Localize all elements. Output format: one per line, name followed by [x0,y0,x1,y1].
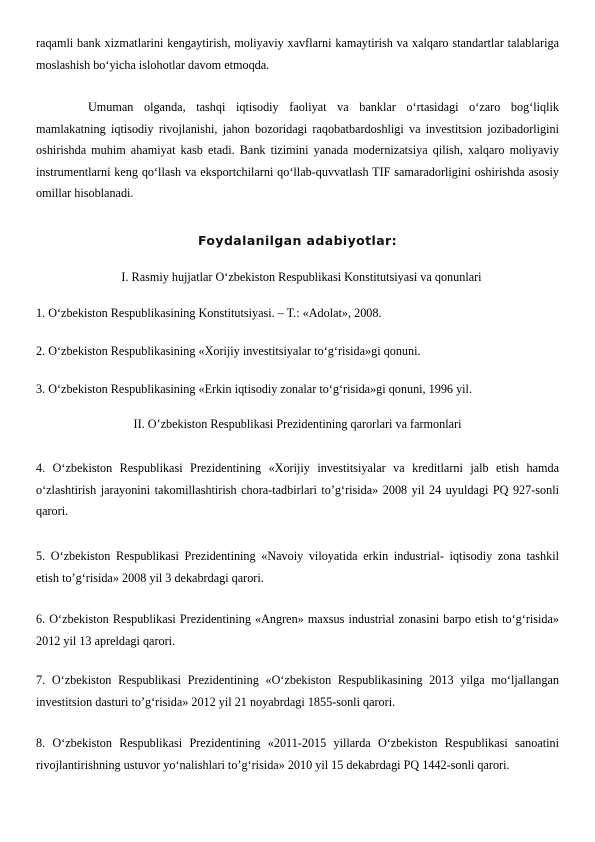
reference-item-4: 4. O‘zbekiston Respublikasi Prezidentining «Xorijiy investitsiyalar va kreditlarni jalb etish hamda o‘zlashtirish jarayonini takomillashtirish chora-tadbirlari to’g‘risida» 2008 yil 24 uyuldagi PQ 927-sonli qarori. [36,461,559,519]
reference-item-2: 2. O‘zbekiston Respublikasining «Xorijiy investitsiyalar to‘g‘risida»gi qonuni. [36,344,421,358]
paragraph-conclusion: Umuman olganda, tashqi iqtisodiy faoliyat va banklar o‘rtasidagi o‘zaro bog‘liqlik mamlakatning iqtisodiy rivojlanishi, jahon bozoridagi raqobatbardoshligi va investitsion jozibadorligini oshirishda muhim ahamiyat kasb etadi. Bank tizimini yanada modernizatsiya qilish, xalqaro moliyaviy instrumentlarni keng qo‘llash va eksportchilarni qo‘llab-quvvatlash TIF samaradorligini oshirishda asosiy omillar hisoblanadi. [36,100,559,201]
paragraph-intro-continuation: raqamli bank xizmatlarini kengaytirish, moliyaviy xavflarni kamaytirish va xalqaro standartlar talablariga moslashish bo‘yicha islohotlar davom etmoqda. [36,36,559,72]
reference-item-1: 1. O‘zbekiston Respublikasining Konstitutsiyasi. – T.: «Adolat», 2008. [36,306,382,320]
reference-item-5: 5. O‘zbekiston Respublikasi Prezidentining «Navoiy viloyatida erkin industrial- iqtisodiy zona tashkil etish to’g‘risida» 2008 yil 3 dekabrdagi qarori. [36,549,559,585]
section-1-title: I. Rasmiy hujjatlar O‘zbekiston Respublikasi Konstitutsiyasi va qonunlari [121,270,482,284]
section-2-title: II. O’zbekiston Respublikasi Prezidentining qarorlari va farmonlari [133,417,462,431]
reference-item-3: 3. O‘zbekiston Respublikasining «Erkin iqtisodiy zonalar to‘g‘risida»gi qonuni, 1996 yil. [36,382,472,396]
reference-item-7: 7. O‘zbekiston Respublikasi Prezidentining «O‘zbekiston Respublikasining 2013 yilga mo‘ljallangan investitsion dasturi to’g‘risida» 2012 yil 21 noyabrdagi 1855-sonli qarori. [36,673,559,709]
reference-item-8: 8. O‘zbekiston Respublikasi Prezidentining «2011-2015 yillarda O‘zbekiston Respublikasi sanoatini rivojlantirishning ustuvor yo‘nalishlari to’g‘risida» 2010 yil 15 dekabrdagi PQ 1442-sonli qarori. [36,736,559,772]
reference-item-6: 6. O‘zbekiston Respublikasi Prezidentining «Angren» maxsus industrial zonasini barpo etish to‘g‘risida» 2012 yil 13 apreldagi qarori. [36,612,559,648]
references-heading: Foydalanilgan adabiyotlar: [197,233,398,248]
